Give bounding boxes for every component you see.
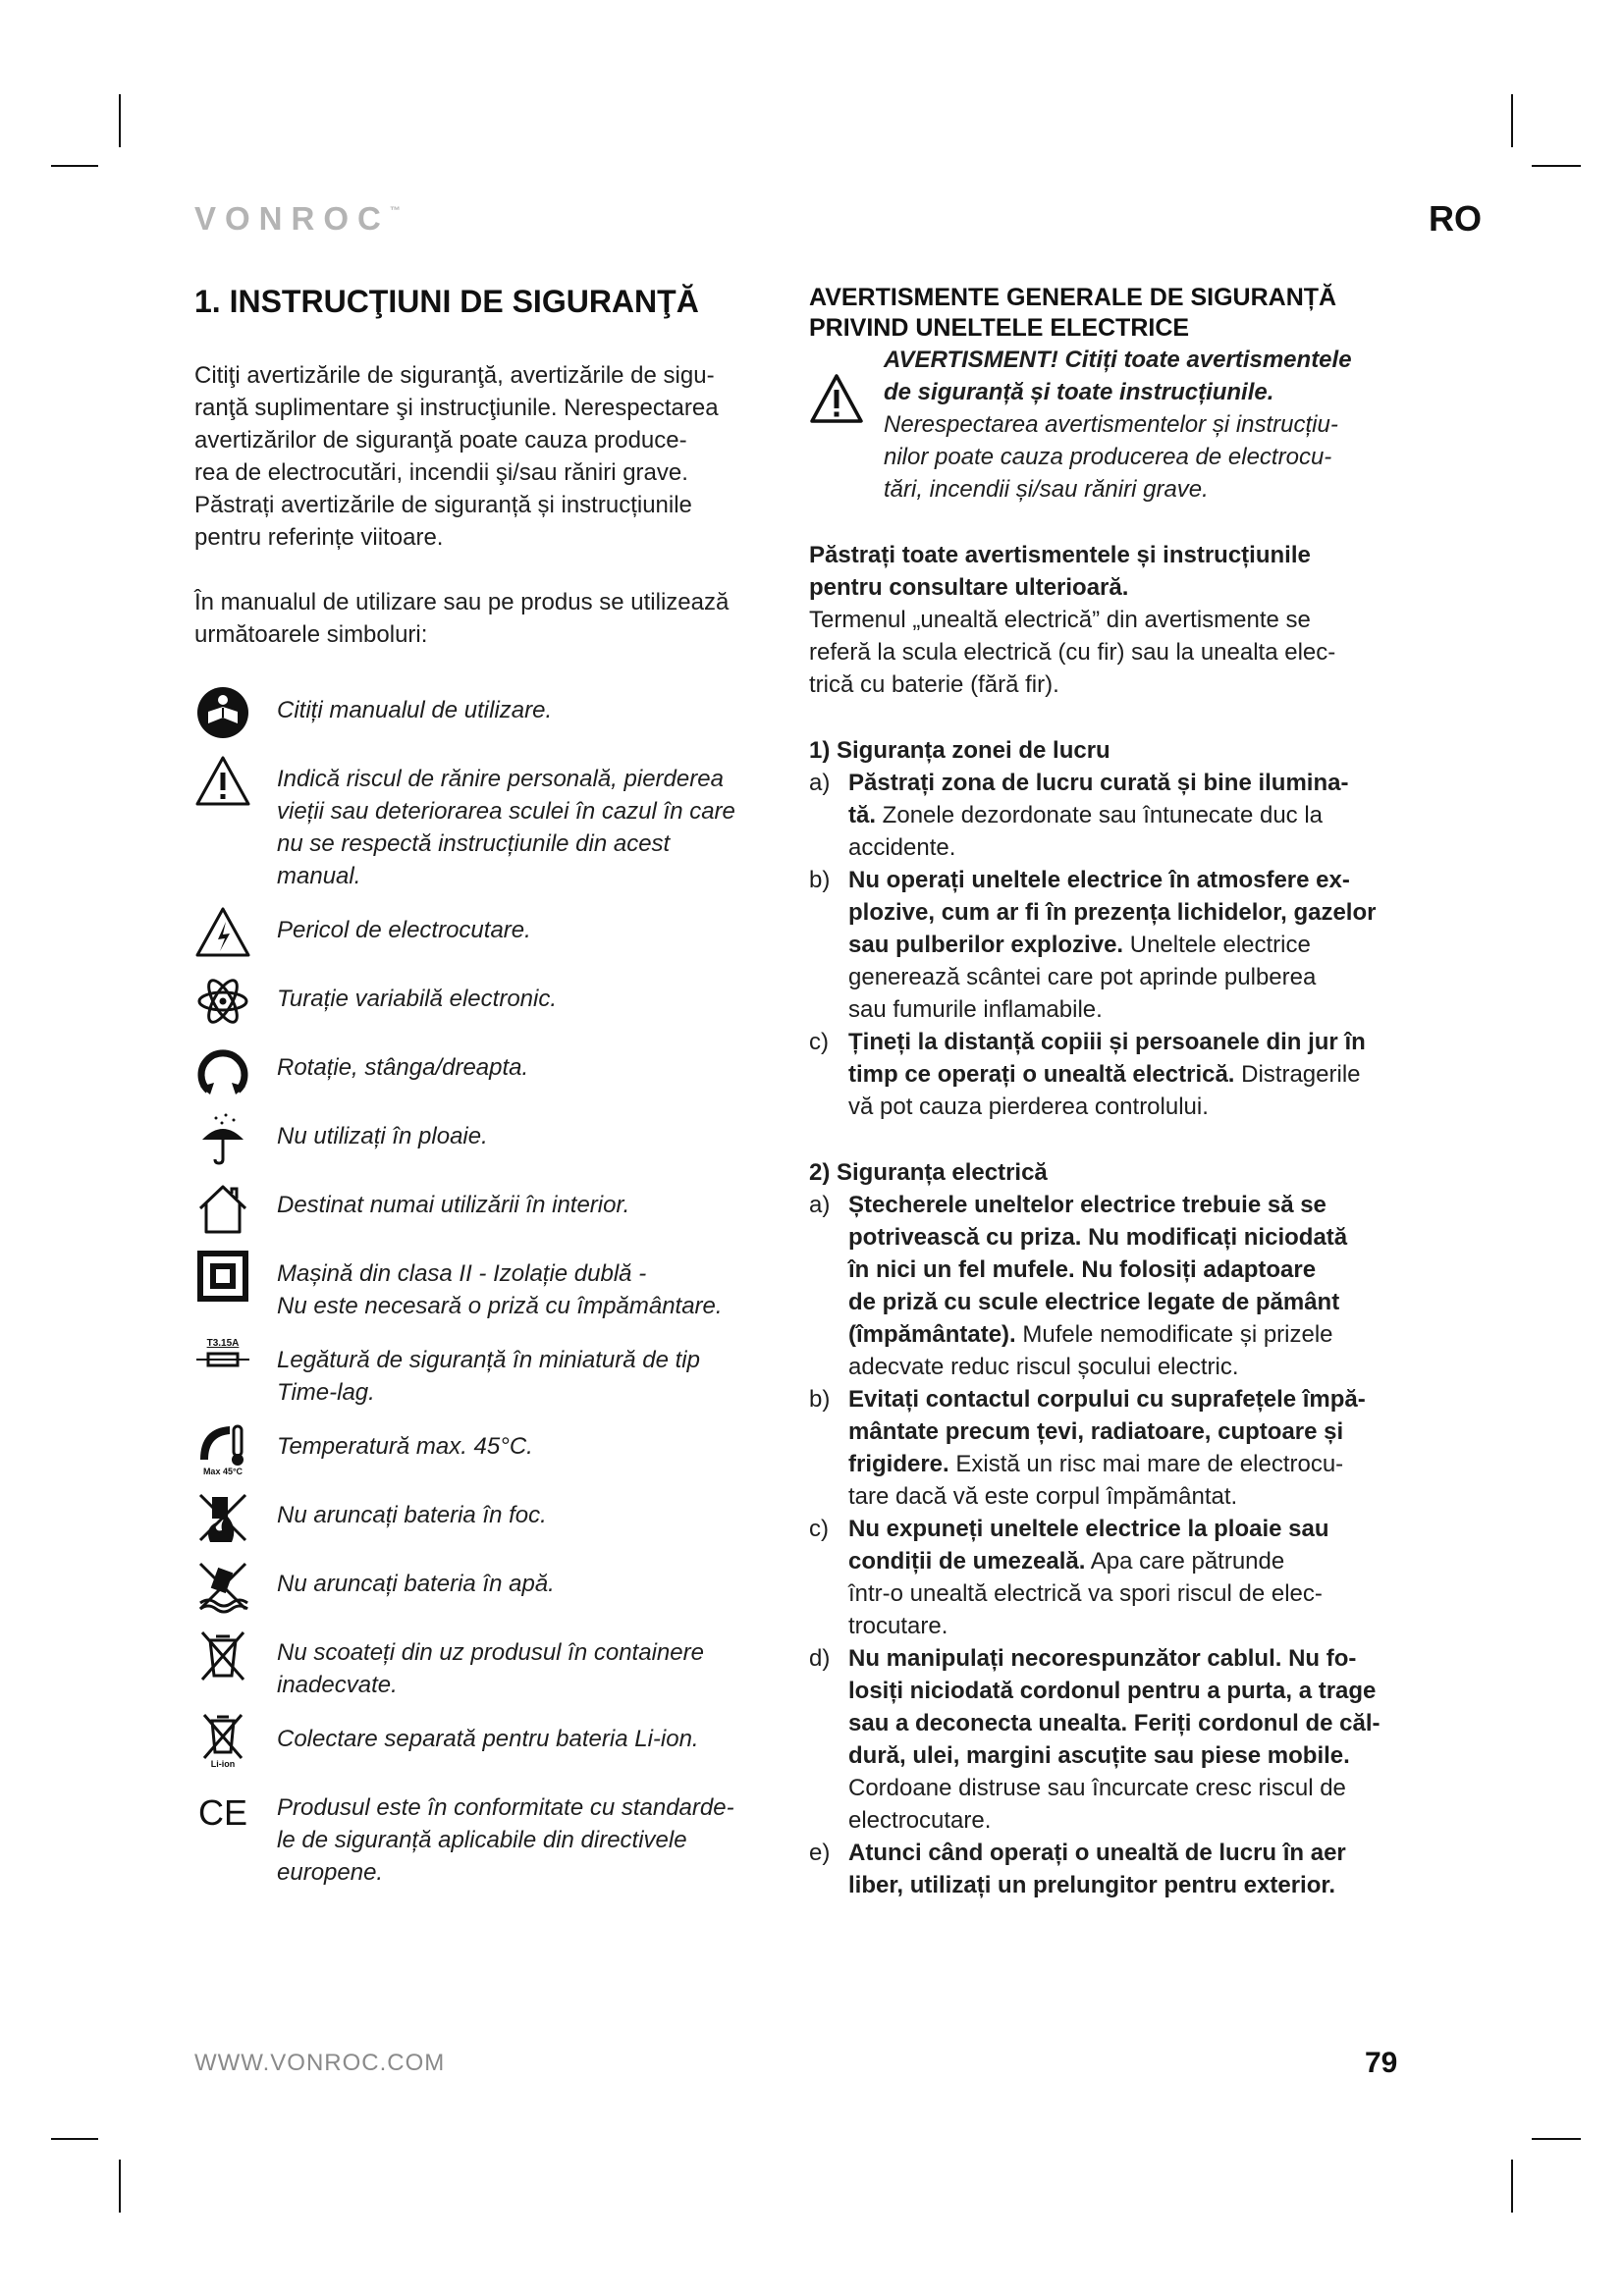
symbol-row: [194, 753, 784, 892]
warning-text: [884, 408, 1352, 506]
item-label: c): [809, 1516, 829, 1542]
crop-mark: [1532, 2138, 1581, 2140]
language-code: RO: [1429, 198, 1482, 239]
text-line: pentru consultare ulterioară.: [809, 574, 1129, 601]
item-label: b): [809, 1386, 831, 1413]
item-label: c): [809, 1029, 829, 1055]
text-line: Nu aruncați bateria în apă.: [277, 1571, 555, 1597]
symbol-row: [194, 684, 784, 741]
text-line: Destinat numai utilizării în interior.: [277, 1192, 630, 1218]
item-bold-text: Țineți la distanță copiii și persoanele din jur în timp ce operați o unealtă electrică.: [848, 1029, 1366, 1088]
item-plain-text: Mufele nemodificate și prizele adecvate reduc riscul șocului electric.: [848, 1321, 1333, 1380]
safety-item: [809, 1026, 1418, 1123]
symbol-description: [277, 1782, 734, 1889]
text-line: Păstrați avertizările de siguranță și instrucțiunile: [194, 492, 692, 518]
item-bold-text: Păstrați zona de lucru curată și bine ilumina- tă.: [848, 770, 1349, 828]
text-line: Rotație, stânga/dreapta.: [277, 1054, 529, 1081]
symbol-description: [277, 904, 531, 946]
symbol-description: [277, 1248, 723, 1322]
no-water-icon: [194, 1558, 251, 1615]
safety-item: [809, 1189, 1418, 1383]
item-plain-text: Distragerile vă pot cauza pierderea controlului.: [848, 1061, 1361, 1120]
item-label: d): [809, 1645, 831, 1672]
safety-section: [809, 734, 1418, 1123]
text-line: europene.: [277, 1859, 384, 1886]
electric-hazard-icon: [194, 904, 251, 961]
text-line: Pericol de electrocutare.: [277, 917, 531, 943]
text-line: următoarele simboluri:: [194, 621, 428, 648]
temperature-icon: [194, 1420, 251, 1477]
item-bold-text: Evitați contactul corpului cu suprafețele împă- mântate precum țevi, radiatoare, cuptoare și frigidere.: [848, 1386, 1366, 1477]
symbol-row: [194, 1110, 784, 1167]
section-title: 1) Siguranța zonei de lucru: [809, 737, 1110, 764]
text-line: Produsul este în conformitate cu standarde-: [277, 1794, 734, 1821]
svg-text:T3.15A: T3.15A: [206, 1338, 240, 1349]
item-text: [848, 767, 1418, 864]
symbol-row: [194, 1041, 784, 1098]
item-bold-text: Nu operați uneltele electrice în atmosfere ex- plozive, cum ar fi în prezența lichidelor, gazelor sau pulberilor explozive.: [848, 867, 1377, 958]
symbol-description: [277, 1489, 547, 1531]
footer-url: WWW.VONROC.COM: [194, 2050, 446, 2076]
item-text: [848, 864, 1418, 1026]
svg-text:Li-ion: Li-ion: [210, 1759, 236, 1769]
text-line: nilor poate cauza producerea de electrocu-: [884, 444, 1332, 470]
page-number: 79: [1365, 2047, 1398, 2079]
text-line: Turație variabilă electronic.: [277, 986, 558, 1012]
ce-mark-icon: [194, 1782, 251, 1839]
item-bold-text: Ștecherele uneltelor electrice trebuie să se potrivească cu priza. Nu modificați niciodată în nici un fel mufele. Nu folosiți adaptoare de priză cu scule electrice legate de pământ (împământate).: [848, 1192, 1348, 1348]
safety-item: [809, 1837, 1418, 1901]
safety-item: [809, 767, 1418, 864]
symbol-row: [194, 904, 784, 961]
fuse-icon: [194, 1334, 251, 1391]
symbol-row: [194, 1489, 784, 1546]
text-line: Mașină din clasa II - Izolație dublă -: [277, 1260, 647, 1287]
brand-logo: VONROC™: [194, 200, 401, 237]
item-plain-text: Zonele dezordonate sau întunecate duc la accidente.: [848, 802, 1324, 861]
read-manual-icon: [194, 684, 251, 741]
text-line: Citiţi avertizările de siguranţă, avertizările de sigu-: [194, 362, 715, 389]
warning-triangle-icon: [194, 753, 251, 810]
text-line: Păstrați toate avertismentele și instrucțiunile: [809, 542, 1311, 568]
symbol-list: [194, 684, 784, 1889]
keep-instructions-bold: [809, 539, 1418, 604]
text-line: referă la scula electrică (cu fir) sau la unealta elec-: [809, 639, 1336, 666]
text-line: Termenul „unealtă electrică” din avertismente se: [809, 607, 1311, 633]
item-label: e): [809, 1840, 831, 1866]
item-plain-text: Apa care pătrunde într-o unealtă electrică va spori riscul de elec- trocutare.: [848, 1548, 1323, 1639]
item-bold-text: Atunci când operați o unealtă de lucru în aer liber, utilizați un prelungitor pentru exterior.: [848, 1840, 1346, 1898]
rotation-icon: [194, 1041, 251, 1098]
crop-mark: [1532, 165, 1581, 167]
symbol-row: [194, 1179, 784, 1236]
item-bold-text: Nu manipulați necorespunzător cablul. Nu fo- losiți niciodată cordonul pentru a purta, a trage sau a deconecta unealta. Feriți cordonul de căl- dură, ulei, margini ascuțite sau piese mobile.: [848, 1645, 1380, 1769]
symbol-row: [194, 1627, 784, 1701]
item-text: [848, 1642, 1418, 1837]
text-line: Citiți manualul de utilizare.: [277, 697, 553, 723]
symbol-row: [194, 1420, 784, 1477]
item-text: [848, 1513, 1418, 1642]
item-text: [848, 1189, 1418, 1383]
warning-bold-text: [884, 344, 1352, 408]
symbols-intro-paragraph: [194, 586, 784, 651]
text-line: avertizărilor de siguranţă poate cauza produce-: [194, 427, 687, 454]
symbol-row: [194, 1334, 784, 1409]
safety-item: [809, 864, 1418, 1026]
symbol-description: [277, 684, 552, 726]
safety-item: [809, 1513, 1418, 1642]
text-line: PRIVIND UNELTELE ELECTRICE: [809, 314, 1190, 342]
item-text: [848, 1383, 1418, 1513]
symbol-row: [194, 1713, 784, 1770]
symbol-description: [277, 973, 557, 1015]
symbol-description: [277, 1420, 533, 1463]
crop-mark: [1511, 2160, 1513, 2213]
no-fire-icon: [194, 1489, 251, 1546]
text-line: AVERTISMENT! Citiți toate avertismentele: [884, 347, 1352, 373]
item-text: [848, 1026, 1418, 1123]
text-line: Legătură de siguranță în miniatură de tip: [277, 1347, 700, 1373]
text-line: Indică riscul de rănire personală, pierderea: [277, 766, 724, 792]
text-line: Nerespectarea avertismentelor și instrucțiu-: [884, 411, 1338, 438]
crop-mark: [1511, 94, 1513, 147]
text-line: Nu este necesară o priză cu împământare.: [277, 1293, 723, 1319]
svg-text:Max 45°C: Max 45°C: [202, 1467, 244, 1476]
symbol-description: [277, 1110, 488, 1152]
item-plain-text: Există un risc mai mare de electrocu- tare dacă vă este corpul împământat.: [848, 1451, 1344, 1510]
umbrella-rain-icon: [194, 1110, 251, 1167]
symbol-row: [194, 1558, 784, 1615]
text-line: AVERTISMENTE GENERALE DE SIGURANȚĂ: [809, 284, 1337, 311]
power-tool-term-paragraph: [809, 604, 1418, 701]
house-indoor-icon: [194, 1179, 251, 1236]
text-line: Time-lag.: [277, 1379, 375, 1406]
text-line: rea de electrocutări, incendii şi/sau răniri grave.: [194, 459, 688, 486]
symbol-description: [277, 1713, 699, 1755]
item-label: b): [809, 867, 831, 893]
text-line: pentru referințe viitoare.: [194, 524, 444, 551]
text-line: Nu aruncați bateria în foc.: [277, 1502, 547, 1528]
text-line: Nu scoateți din uz produsul în containere: [277, 1639, 704, 1666]
crossed-bin-icon: [194, 1627, 251, 1683]
crop-mark: [119, 2160, 121, 2213]
symbol-description: [277, 1558, 555, 1600]
intro-paragraph: [194, 359, 784, 554]
crop-mark: [51, 2138, 98, 2140]
text-line: le de siguranță aplicabile din directivele: [277, 1827, 687, 1853]
item-label: a): [809, 1192, 831, 1218]
text-line: ranţă suplimentare şi instrucţiunile. Nerespectarea: [194, 395, 719, 421]
text-line: În manualul de utilizare sau pe produs se utilizează: [194, 589, 730, 615]
item-bold-text: Nu expuneți uneltele electrice la ploaie sau condiții de umezeală.: [848, 1516, 1329, 1575]
right-column: [809, 283, 1418, 1901]
text-line: trică cu baterie (fără fir).: [809, 671, 1059, 698]
safety-item: [809, 1383, 1418, 1513]
general-warnings-heading: [809, 283, 1418, 344]
safety-item: [809, 1642, 1418, 1837]
double-insulation-icon: [194, 1248, 251, 1305]
symbol-description: [277, 753, 735, 892]
safety-section: [809, 1156, 1418, 1901]
symbol-description: [277, 1179, 629, 1221]
item-plain-text: Uneltele electrice generează scântei care pot aprinde pulberea sau fumurile inflamabile.: [848, 932, 1317, 1023]
warning-block: [809, 344, 1418, 506]
section-title: 2) Siguranța electrică: [809, 1159, 1048, 1186]
item-text: [848, 1837, 1418, 1901]
crop-mark: [119, 94, 121, 147]
item-label: a): [809, 770, 831, 796]
symbol-description: [277, 1334, 700, 1409]
crop-mark: [51, 165, 98, 167]
section-heading: 1. INSTRUCŢIUNI DE SIGURANŢĂ: [194, 284, 699, 319]
text-line: manual.: [277, 863, 361, 889]
text-line: de siguranță și toate instrucțiunile.: [884, 379, 1274, 405]
li-ion-bin-icon: [194, 1713, 251, 1770]
warning-triangle-icon: [809, 344, 884, 506]
text-line: Colectare separată pentru bateria Li-ion.: [277, 1726, 699, 1752]
symbol-row: [194, 973, 784, 1030]
text-line: inadecvate.: [277, 1672, 398, 1698]
variable-speed-icon: [194, 973, 251, 1030]
text-line: tări, incendii și/sau răniri grave.: [884, 476, 1209, 503]
text-line: Nu utilizați în ploaie.: [277, 1123, 488, 1149]
symbol-description: [277, 1041, 528, 1084]
left-column: [194, 283, 784, 1900]
text-line: vieții sau deteriorarea sculei în cazul în care: [277, 798, 735, 825]
symbol-row: [194, 1248, 784, 1322]
text-line: nu se respectă instrucțiunile din acest: [277, 830, 671, 857]
symbol-row: [194, 1782, 784, 1889]
symbol-description: [277, 1627, 704, 1701]
text-line: Temperatură max. 45°C.: [277, 1433, 533, 1460]
item-plain-text: Cordoane distruse sau încurcate cresc riscul de electrocutare.: [848, 1775, 1346, 1834]
svg-text:CE: CE: [197, 1792, 248, 1833]
